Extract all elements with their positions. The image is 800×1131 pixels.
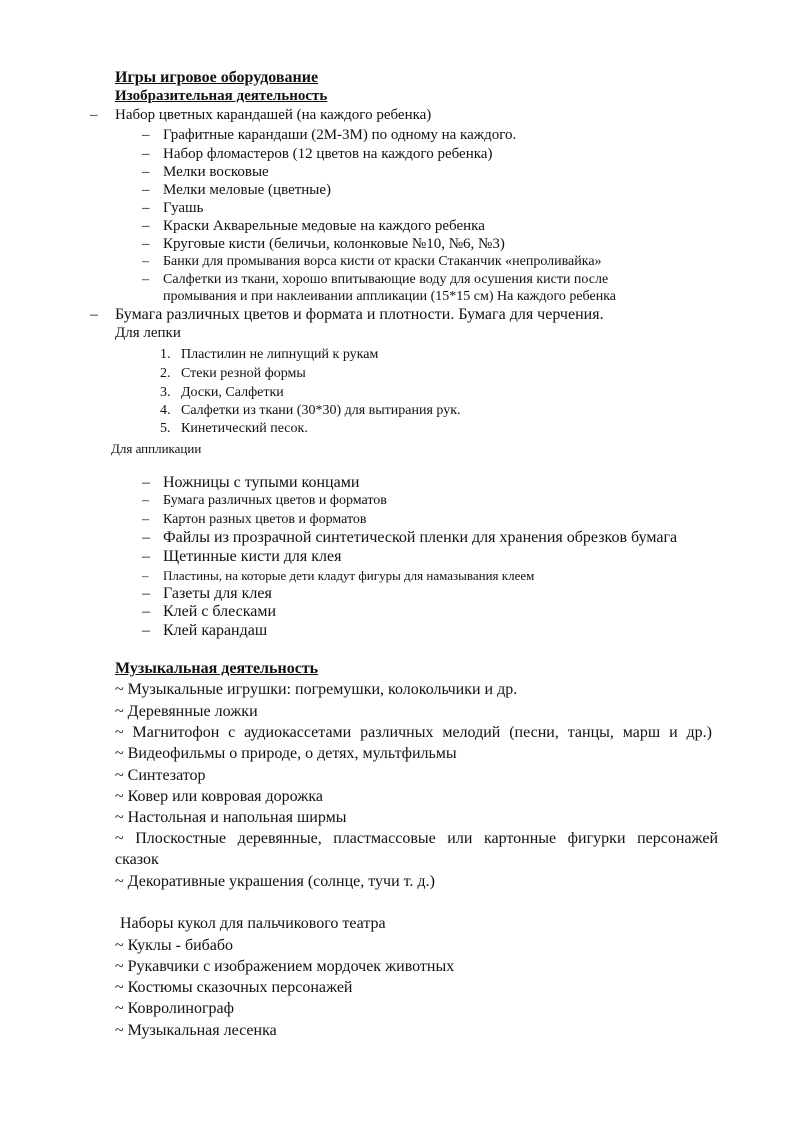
visual-sub-item: Круговые кисти (беличьи, колонковые №10, №6, №3) [163,236,505,252]
puppet-item: ~ Музыкальная лесенка [115,1022,277,1039]
modeling-item-number: 1. [160,347,171,362]
applique-item: Картон разных цветов и форматов [163,512,367,527]
puppet-item: ~ Рукавчики с изображением мордочек животных [115,958,455,975]
modeling-item-number: 2. [160,366,171,381]
music-item: ~ Видеофильмы о природе, о детях, мультфильмы [115,745,457,762]
modeling-item: Пластилин не липнущий к рукам [181,347,379,362]
music-item: ~ Ковер или ковровая дорожка [115,788,323,805]
bullet-dash: – [142,548,150,565]
music-item: ~ Плоскостные деревянные, пластмассовые или картонные фигурки персонажей [115,830,718,847]
bullet-dash: – [142,568,149,583]
bullet-dash: – [142,236,150,252]
music-item: ~ Настольная и напольная ширмы [115,809,347,826]
visual-sub-item: Краски Акварельные медовые на каждого ребенка [163,218,485,234]
visual-sub-item-continuation: промывания и при наклеивании аппликации (15*15 см) На каждого ребенка [163,289,616,304]
heading-toys: Игры игровое оборудование [115,69,319,86]
visual-sub-item: Салфетки из ткани, хорошо впитывающие воду для осушения кисти после [163,272,609,287]
visual-sub-item: Набор фломастеров (12 цветов на каждого ребенка) [163,146,493,162]
modeling-title: Для лепки [115,325,181,341]
paper-item: Бумага различных цветов и формата и плотности. Бумага для черчения. [115,306,604,323]
modeling-item-number: 4. [160,403,171,418]
bullet-dash: – [142,493,149,508]
visual-sub-item: Графитные карандаши (2М-3М) по одному на каждого. [163,127,517,143]
music-item: ~ Музыкальные игрушки: погремушки, колокольчики и др. [115,681,518,698]
applique-item: Пластины, на которые дети кладут фигуры для намазывания клеем [163,568,535,583]
applique-item: Клей карандаш [163,622,268,639]
music-item: ~ Магнитофон с аудиокассетами различных мелодий (песни, танцы, марш и др.) [115,724,712,741]
modeling-item: Кинетический песок. [181,421,308,436]
puppets-title: Наборы кукол для пальчикового театра [120,915,386,932]
visual-sub-item: Мелки восковые [163,164,269,180]
visual-sub-item: Банки для промывания ворса кисти от краски Стаканчик «непроливайка» [163,254,602,269]
bullet-dash: – [142,182,150,198]
bullet-dash: – [142,146,150,162]
heading-music-activity: Музыкальная деятельность [115,660,319,677]
applique-item: Ножницы с тупыми концами [163,474,360,491]
bullet-dash: – [142,474,150,491]
music-item: ~ Синтезатор [115,767,206,784]
bullet-dash: – [142,622,150,639]
applique-item: Бумага различных цветов и форматов [163,493,387,508]
bullet-dash: – [142,218,150,234]
applique-item: Файлы из прозрачной синтетической пленки для хранения обрезков бумага [163,529,678,546]
heading-visual-activity: Изобразительная деятельность [115,88,328,104]
applique-item: Щетинные кисти для клея [163,548,342,565]
bullet-dash: – [142,529,150,546]
puppet-item: ~ Ковролинограф [115,1000,235,1017]
music-item: ~ Деревянные ложки [115,703,258,720]
puppet-item: ~ Костюмы сказочных персонажей [115,979,353,996]
bullet-dash: – [142,200,150,216]
applique-title: Для аппликации [111,441,202,456]
bullet-dash: – [142,164,150,180]
bullet-dash: – [142,127,150,143]
applique-item: Клей с блесками [163,603,277,620]
bullet-dash: – [142,585,150,602]
music-item: ~ Декоративные украшения (солнце, тучи т. д.) [115,873,435,890]
modeling-item-number: 5. [160,421,171,436]
visual-sub-item: Гуашь [163,200,204,216]
visual-sub-item: Мелки меловые (цветные) [163,182,332,198]
bullet-dash: – [142,272,149,287]
puppet-item: ~ Куклы - бибабо [115,937,234,954]
modeling-item: Салфетки из ткани (30*30) для вытирания рук. [181,403,461,418]
modeling-item-number: 3. [160,385,171,400]
bullet-dash: – [142,512,149,527]
applique-item: Газеты для клея [163,585,272,602]
visual-main-item: Набор цветных карандашей (на каждого ребенка) [115,107,432,123]
modeling-item: Доски, Салфетки [181,385,284,400]
bullet-dash: – [90,306,98,323]
bullet-dash: – [142,603,150,620]
bullet-dash: – [90,107,98,123]
modeling-item: Стеки резной формы [181,366,306,381]
music-item-continuation: сказок [115,851,159,868]
bullet-dash: – [142,254,149,269]
